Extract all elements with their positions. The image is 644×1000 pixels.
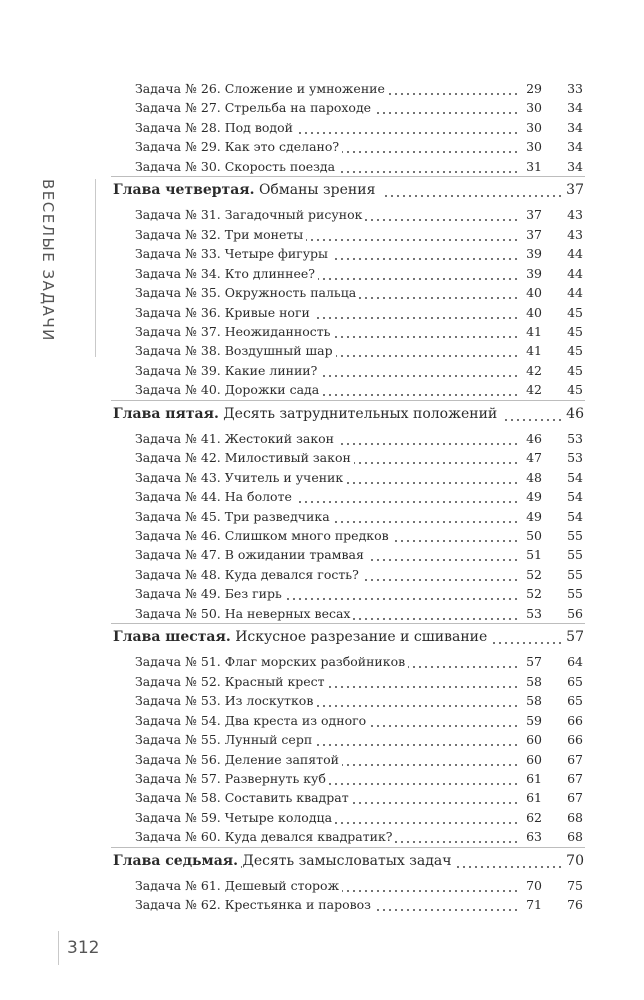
task-title: Задача № 50. На неверных весах <box>135 606 353 621</box>
toc-task-entry <box>0 322 644 341</box>
toc-chapter-heading <box>0 626 644 648</box>
toc-chapter-heading <box>0 403 644 425</box>
task-page: 41 <box>526 323 542 339</box>
task-page: 40 <box>526 304 542 320</box>
answer-page: 34 <box>567 139 583 155</box>
answer-page: 33 <box>567 81 583 96</box>
task-page: 53 <box>526 605 542 621</box>
toc-task-entry <box>0 711 644 730</box>
task-title: Задача № 32. Три монеты <box>135 227 306 242</box>
chapter-label: Глава седьмая. <box>113 852 238 869</box>
task-title-leader <box>135 303 521 322</box>
toc-task-entry <box>0 98 644 117</box>
task-title: Задача № 54. Два креста из одного <box>135 713 369 728</box>
chapter-title <box>113 850 563 872</box>
toc-task-entry <box>0 361 644 380</box>
toc-task-entry <box>0 225 644 244</box>
toc-task-entry <box>0 604 644 623</box>
toc-task-entry <box>0 672 644 691</box>
toc-task-entry <box>0 895 644 914</box>
answer-page: 44 <box>567 285 583 301</box>
toc-task-entry <box>0 876 644 895</box>
task-title: Задача № 37. Неожиданность <box>135 324 333 339</box>
answer-page: 55 <box>567 566 583 582</box>
task-title: Задача № 27. Стрельба на пароходе <box>135 100 374 115</box>
task-title: Задача № 46. Слишком много предков <box>135 528 392 543</box>
task-title-leader <box>135 380 521 399</box>
chapter-title <box>113 403 563 425</box>
task-title: Задача № 57. Развернуть куб <box>135 771 329 786</box>
task-page: 42 <box>526 382 542 398</box>
task-title-leader <box>135 244 521 263</box>
toc-task-entry <box>0 341 644 360</box>
task-title-leader <box>135 225 521 244</box>
task-page: 61 <box>526 770 542 786</box>
toc-task-entry <box>0 808 644 827</box>
task-page: 37 <box>526 226 542 242</box>
toc-task-entry <box>0 545 644 564</box>
task-title-leader <box>135 283 521 302</box>
toc-task-entry <box>0 79 644 98</box>
task-page: 31 <box>526 158 542 174</box>
toc-task-entry <box>0 137 644 156</box>
toc-task-entry <box>0 380 644 399</box>
task-page: 30 <box>526 119 542 135</box>
chapter-title <box>113 179 563 201</box>
task-title: Задача № 43. Учитель и ученик <box>135 470 346 485</box>
task-title-leader <box>135 507 521 526</box>
chapter-label: Глава шестая. <box>113 629 231 646</box>
task-title: Задача № 49. Без гирь <box>135 586 285 601</box>
task-title-leader <box>135 711 521 730</box>
task-title: Задача № 52. Красный крест <box>135 674 328 689</box>
toc-chapter-heading <box>0 179 644 201</box>
toc-task-entry <box>0 118 644 137</box>
task-title-leader <box>135 205 521 224</box>
toc-task-entry <box>0 448 644 467</box>
task-title: Задача № 28. Под водой <box>135 120 296 135</box>
toc-task-entry <box>0 691 644 710</box>
answer-page: 65 <box>567 673 583 689</box>
task-title: Задача № 34. Кто длиннее? <box>135 266 318 281</box>
chapter-page: 46 <box>566 405 584 422</box>
task-title-leader <box>135 565 521 584</box>
running-head-text: ВЕСЕЛЫЕ ЗАДАЧИ <box>39 179 57 342</box>
task-page: 30 <box>526 139 542 155</box>
answer-page: 45 <box>567 362 583 378</box>
toc-task-entry <box>0 468 644 487</box>
task-title-leader <box>135 895 521 914</box>
task-title-leader <box>135 808 521 827</box>
task-title: Задача № 47. В ожидании трамвая <box>135 547 367 562</box>
task-title-leader <box>135 730 521 749</box>
answer-page: 55 <box>567 586 583 602</box>
task-page: 48 <box>526 469 542 485</box>
toc-chapter-heading <box>0 850 644 872</box>
task-page: 39 <box>526 265 542 281</box>
task-page: 50 <box>526 528 542 543</box>
chapter-page: 37 <box>566 182 584 199</box>
task-title: Задача № 56. Деление запятой <box>135 752 342 767</box>
task-page: 60 <box>526 732 542 748</box>
answer-page: 43 <box>567 207 583 223</box>
answer-page: 68 <box>567 809 583 825</box>
task-title-leader <box>135 788 521 807</box>
answer-page: 66 <box>567 732 583 748</box>
task-page: 71 <box>526 897 542 913</box>
task-page: 57 <box>526 654 542 670</box>
answer-page: 76 <box>567 897 583 913</box>
task-page: 41 <box>526 343 542 359</box>
task-page: 42 <box>526 362 542 378</box>
task-title: Задача № 55. Лунный серп <box>135 732 315 747</box>
chapter-divider <box>111 623 585 624</box>
answer-page: 55 <box>567 528 583 543</box>
task-title-leader <box>135 545 521 564</box>
task-title-leader <box>135 487 521 506</box>
task-title: Задача № 58. Составить квадрат <box>135 790 352 805</box>
toc-task-entry <box>0 205 644 224</box>
answer-page: 34 <box>567 100 583 116</box>
task-title: Задача № 40. Дорожки сада <box>135 382 322 397</box>
task-page: 70 <box>526 877 542 893</box>
task-title-leader <box>135 361 521 380</box>
task-page: 49 <box>526 508 542 524</box>
task-title: Задача № 42. Милостивый закон <box>135 450 354 465</box>
task-title-leader <box>135 341 521 360</box>
answer-page: 65 <box>567 693 583 709</box>
task-title: Задача № 35. Окружность пальца <box>135 285 359 300</box>
answer-page: 34 <box>567 119 583 135</box>
answer-page: 53 <box>567 430 583 446</box>
task-page: 47 <box>526 450 542 466</box>
task-title: Задача № 61. Дешевый сторож <box>135 878 342 893</box>
toc-task-entry <box>0 565 644 584</box>
task-title-leader <box>135 118 521 137</box>
chapter-subtitle: Обманы зрения <box>259 182 381 198</box>
chapter-label: Глава четвертая. <box>113 182 255 199</box>
task-title-leader <box>135 98 521 117</box>
chapter-page: 70 <box>566 852 584 869</box>
chapter-divider <box>111 176 585 177</box>
task-page: 60 <box>526 751 542 767</box>
task-page: 52 <box>526 586 542 602</box>
answer-page: 67 <box>567 790 583 806</box>
folio <box>58 931 99 965</box>
toc-task-entry <box>0 429 644 448</box>
answer-page: 45 <box>567 343 583 359</box>
chapter-subtitle: Десять затруднительных положений <box>223 406 503 422</box>
toc-task-entry <box>0 526 644 545</box>
toc-task-entry <box>0 157 644 176</box>
folio-rule <box>58 931 59 965</box>
chapter-page: 57 <box>566 629 584 646</box>
toc-task-entry <box>0 264 644 283</box>
task-title: Задача № 60. Куда девался квадратик? <box>135 829 395 844</box>
answer-page: 67 <box>567 751 583 767</box>
answer-page: 45 <box>567 382 583 398</box>
task-title-leader <box>135 652 521 671</box>
answer-page: 54 <box>567 489 583 505</box>
page-number: 312 <box>67 938 100 958</box>
task-title: Задача № 31. Загадочный рисунок <box>135 207 365 222</box>
task-page: 29 <box>526 81 542 96</box>
toc-task-entry <box>0 584 644 603</box>
answer-page: 67 <box>567 770 583 786</box>
answer-page: 44 <box>567 265 583 281</box>
toc-task-entry <box>0 730 644 749</box>
chapter-title <box>113 626 563 648</box>
task-page: 49 <box>526 489 542 505</box>
task-page: 51 <box>526 547 542 563</box>
task-page: 58 <box>526 693 542 709</box>
task-title-leader <box>135 322 521 341</box>
toc-task-entry <box>0 507 644 526</box>
task-title-leader <box>135 79 521 98</box>
task-title-leader <box>135 750 521 769</box>
task-page: 40 <box>526 285 542 301</box>
answer-page: 64 <box>567 654 583 670</box>
chapter-label: Глава пятая. <box>113 405 219 422</box>
task-page: 61 <box>526 790 542 806</box>
answer-page: 66 <box>567 712 583 728</box>
task-title: Задача № 53. Из лоскутков <box>135 693 316 708</box>
task-title: Задача № 51. Флаг морских разбойников <box>135 654 408 669</box>
answer-page: 55 <box>567 547 583 563</box>
task-page: 62 <box>526 809 542 825</box>
toc-task-entry <box>0 652 644 671</box>
task-title-leader <box>135 584 521 603</box>
answer-page: 34 <box>567 158 583 174</box>
task-title-leader <box>135 827 521 846</box>
task-title: Задача № 48. Куда девался гость? <box>135 567 362 582</box>
task-title-leader <box>135 876 521 895</box>
toc-task-entry <box>0 283 644 302</box>
task-title-leader <box>135 429 521 448</box>
task-title-leader <box>135 691 521 710</box>
chapter-divider <box>111 847 585 848</box>
task-title: Задача № 33. Четыре фигуры <box>135 246 331 261</box>
toc-task-entry <box>0 788 644 807</box>
task-title-leader <box>135 137 521 156</box>
task-title: Задача № 36. Кривые ноги <box>135 305 313 320</box>
task-page: 63 <box>526 829 542 845</box>
task-title-leader <box>135 769 521 788</box>
chapter-divider <box>111 400 585 401</box>
task-title-leader <box>135 672 521 691</box>
toc-task-entry <box>0 750 644 769</box>
answer-page: 45 <box>567 323 583 339</box>
answer-page: 43 <box>567 226 583 242</box>
task-page: 37 <box>526 207 542 223</box>
task-title-leader <box>135 448 521 467</box>
answer-page: 44 <box>567 246 583 262</box>
task-title: Задача № 62. Крестьянка и паровоз <box>135 897 374 912</box>
answer-page: 68 <box>567 829 583 845</box>
answer-page: 45 <box>567 304 583 320</box>
task-title-leader <box>135 264 521 283</box>
task-title-leader <box>135 526 521 545</box>
task-title: Задача № 39. Какие линии? <box>135 363 320 378</box>
task-page: 30 <box>526 100 542 116</box>
task-title-leader <box>135 604 521 623</box>
toc-task-entry <box>0 827 644 846</box>
answer-page: 75 <box>567 877 583 893</box>
task-title: Задача № 59. Четыре колодца <box>135 810 335 825</box>
task-page: 52 <box>526 566 542 582</box>
task-page: 46 <box>526 430 542 446</box>
toc-task-entry <box>0 487 644 506</box>
answer-page: 54 <box>567 469 583 485</box>
task-title: Задача № 44. На болоте <box>135 489 295 504</box>
task-title-leader <box>135 468 521 487</box>
chapter-subtitle: Искусное разрезание и сшивание <box>235 629 493 645</box>
answer-page: 54 <box>567 508 583 524</box>
answer-page: 56 <box>567 605 583 621</box>
toc-task-entry <box>0 769 644 788</box>
toc-task-entry <box>0 303 644 322</box>
task-title: Задача № 38. Воздушный шар <box>135 343 336 358</box>
answer-page: 53 <box>567 450 583 466</box>
toc-task-entry <box>0 244 644 263</box>
task-title: Задача № 41. Жестокий закон <box>135 431 337 446</box>
task-title: Задача № 30. Скорость поезда <box>135 159 338 174</box>
task-title-leader <box>135 157 521 176</box>
task-title: Задача № 45. Три разведчика <box>135 509 333 524</box>
task-title: Задача № 26. Сложение и умножение <box>135 81 388 96</box>
task-page: 58 <box>526 673 542 689</box>
task-page: 39 <box>526 246 542 262</box>
chapter-subtitle: Десять замысловатых задач <box>242 853 457 869</box>
task-page: 59 <box>526 712 542 728</box>
task-title: Задача № 29. Как это сделано? <box>135 139 342 154</box>
